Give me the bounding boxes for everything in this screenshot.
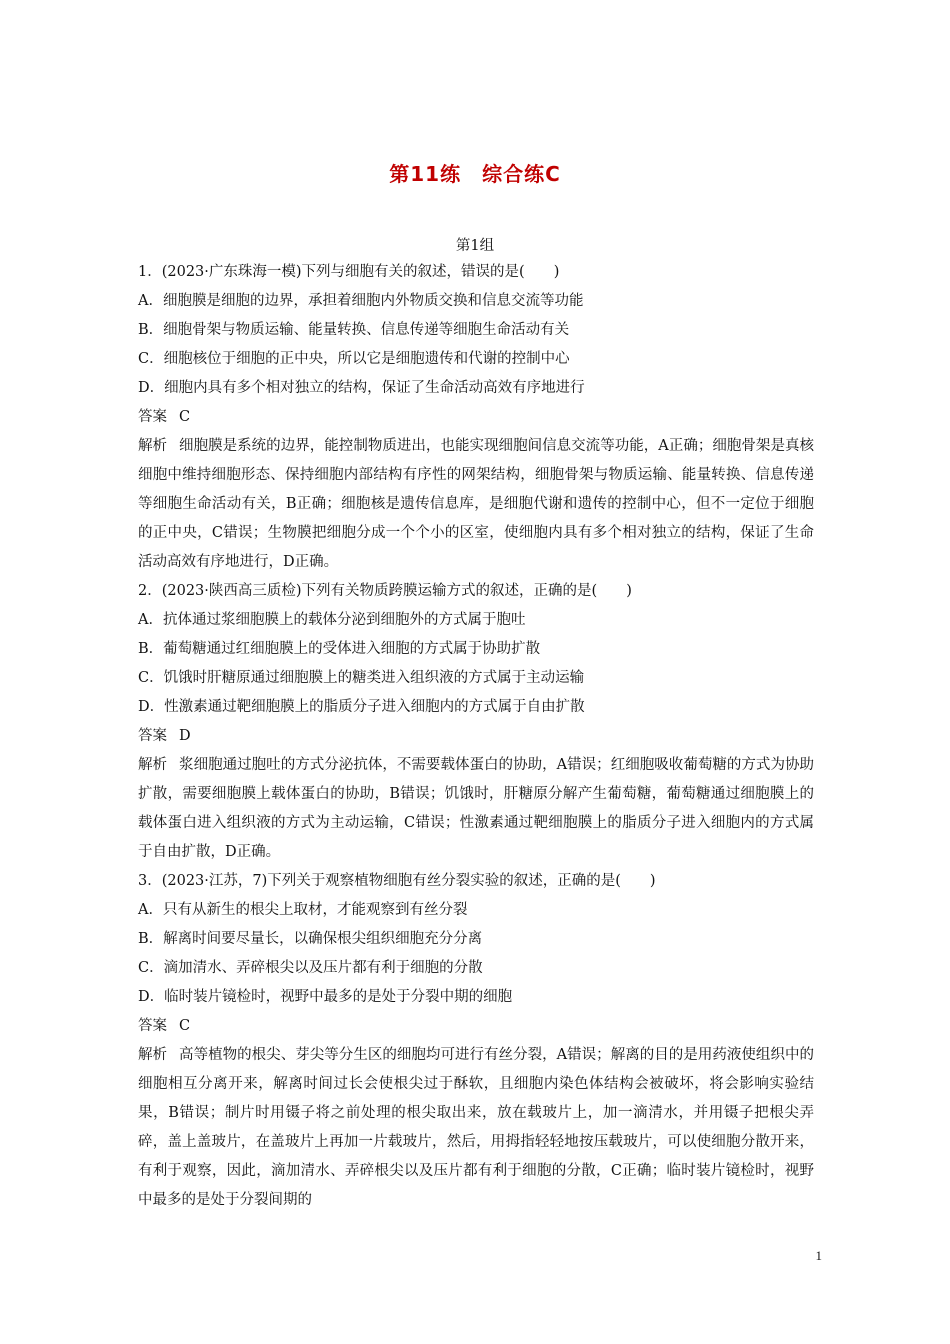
- question-3-analysis: [138, 1041, 814, 1215]
- question-3-option-c: C．滴加清水、弄碎根尖以及压片都有利于细胞的分散: [138, 960, 483, 976]
- question-1-option-c: C．细胞核位于细胞的正中央，所以它是细胞遗传和代谢的控制中心: [138, 351, 570, 367]
- analysis-text: 细胞膜是系统的边界，能控制物质进出，也能实现细胞间信息交流等功能，A正确；细胞骨架是真核细胞中维持细胞形态、保持细胞内部结构有序性的网架结构，细胞骨架与物质运输、能量转换、信息传递等细胞生命活动有关，B正确；细胞核是遗传信息库，是细胞代谢和遗传的控制中心，但不一定位于细胞的正中央，C错误；生物膜把细胞分成一个个小的区室，使细胞内具有多个相对独立的结构，保证了生命活动高效有序地进行，D正确。: [138, 438, 814, 570]
- question-3-option-a: A．只有从新生的根尖上取材，才能观察到有丝分裂: [138, 902, 468, 918]
- question-2-option-d: D．性激素通过靶细胞膜上的脂质分子进入细胞内的方式属于自由扩散: [138, 699, 585, 715]
- analysis-text: 高等植物的根尖、芽尖等分生区的细胞均可进行有丝分裂，A错误；解离的目的是用药液使组织中的细胞相互分离开来，解离时间过长会使根尖过于酥软，且细胞内染色体结构会被破坏，将会影响实验结果，B错误；制片时用镊子将之前处理的根尖取出来，放在载玻片上，加一滴清水，并用镊子把根尖弄碎，盖上盖玻片，在盖玻片上再加一片载玻片，然后，用拇指轻轻地按压载玻片，可以使细胞分散开来，有利于观察，因此，滴加清水、弄碎根尖以及压片都有利于细胞的分散，C正确；临时装片镜检时，视野中最多的是处于分裂间期的: [138, 1047, 814, 1208]
- answer-label: 答案: [138, 1018, 167, 1034]
- question-1-option-b: B．细胞骨架与物质运输、能量转换、信息传递等细胞生命活动有关: [138, 322, 570, 338]
- answer-label: 答案: [138, 409, 167, 425]
- analysis-label: 解析: [138, 1047, 168, 1063]
- analysis-label: 解析: [138, 757, 168, 773]
- question-2-option-a: A．抗体通过浆细胞膜上的载体分泌到细胞外的方式属于胞吐: [138, 612, 526, 628]
- question-2-option-c: C．饥饿时肝糖原通过细胞膜上的糖类进入组织液的方式属于主动运输: [138, 670, 585, 686]
- analysis-label: 解析: [138, 438, 168, 454]
- question-1-option-a: A．细胞膜是细胞的边界，承担着细胞内外物质交换和信息交流等功能: [138, 293, 584, 309]
- answer-value: D: [179, 728, 191, 744]
- question-2-analysis: [138, 751, 814, 867]
- question-3-option-b: B．解离时间要尽量长，以确保根尖组织细胞充分分离: [138, 931, 483, 947]
- question-3-answer: [138, 1012, 814, 1041]
- analysis-text: 浆细胞通过胞吐的方式分泌抗体，不需要载体蛋白的协助，A错误；红细胞吸收葡萄糖的方式为协助扩散，需要细胞膜上载体蛋白的协助，B错误；饥饿时，肝糖原分解产生葡萄糖，葡萄糖通过细胞膜上的载体蛋白进入组织液的方式为主动运输，C错误；性激素通过靶细胞膜上的脂质分子进入细胞内的方式属于自由扩散，D正确。: [138, 757, 814, 860]
- question-1-stem: 1．(2023·广东珠海一模)下列与细胞有关的叙述，错误的是( ): [138, 264, 560, 280]
- question-2-answer: [138, 722, 814, 751]
- question-3-stem: 3．(2023·江苏，7)下列关于观察植物细胞有丝分裂实验的叙述，正确的是( ): [138, 873, 656, 889]
- group-heading: 第1组: [455, 238, 495, 254]
- question-1-answer: [138, 403, 814, 432]
- page-title: 第11练 综合练C: [389, 162, 561, 186]
- question-2-option-b: B．葡萄糖通过红细胞膜上的受体进入细胞的方式属于协助扩散: [138, 641, 541, 657]
- answer-label: 答案: [138, 728, 167, 744]
- page-number: 1: [815, 1248, 822, 1263]
- questions-container: [138, 258, 814, 1215]
- answer-value: C: [179, 1018, 191, 1034]
- answer-value: C: [179, 409, 191, 425]
- question-1-option-d: D．细胞内具有多个相对独立的结构，保证了生命活动高效有序地进行: [138, 380, 585, 396]
- question-1-analysis: [138, 432, 814, 577]
- question-3-option-d: D．临时装片镜检时，视野中最多的是处于分裂中期的细胞: [138, 989, 513, 1005]
- question-2-stem: 2．(2023·陕西高三质检)下列有关物质跨膜运输方式的叙述，正确的是( ): [138, 583, 632, 599]
